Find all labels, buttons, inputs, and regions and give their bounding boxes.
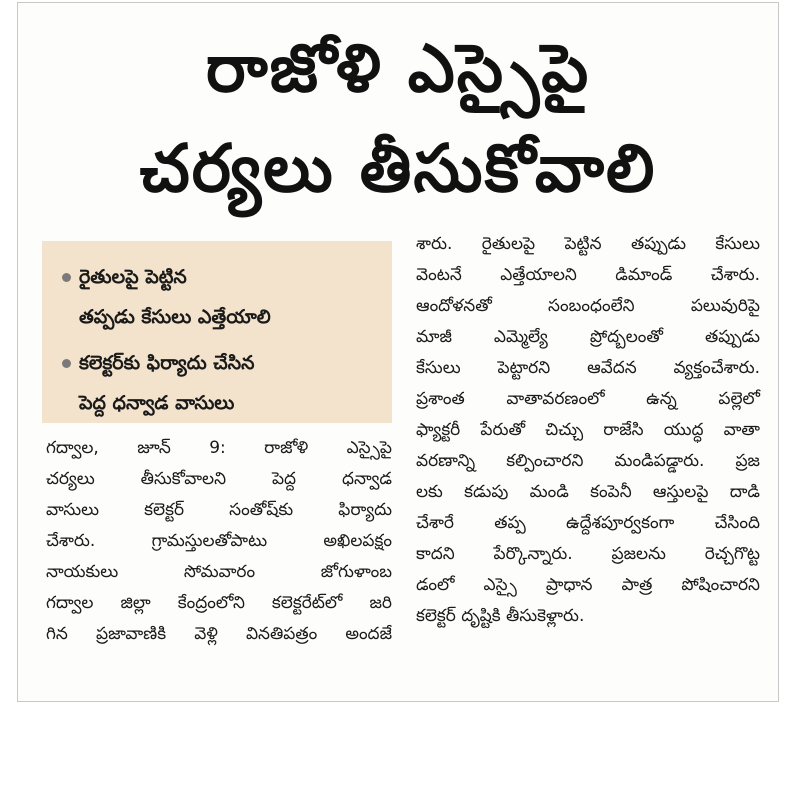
highlights-box	[42, 241, 392, 423]
news-clipping	[17, 2, 779, 702]
article-line: లకు కడుపు మండి కంపెనీ ఆస్తులపై దాడి	[416, 482, 760, 502]
article-line: కలెక్టర్ దృష్టికి తీసుకెళ్లారు.	[416, 606, 585, 626]
article-line: వెంటనే ఎత్తేయాలని డిమాండ్ చేశారు.	[416, 265, 760, 285]
article-line: గద్వాల జిల్లా కేంద్రంలోని కలెక్టరేట్‌లో జరి	[46, 593, 392, 613]
headline-line-1: రాజోళి ఎస్సైపై	[205, 30, 591, 107]
bullet-icon	[62, 273, 71, 282]
highlight-text: కలెక్టర్‌కు ఫిర్యాదు చేసిన	[79, 352, 255, 374]
article-column-right	[416, 229, 760, 632]
article-line: గిన ప్రజావాణికి వెళ్లి వినతిపత్రం అందజే	[46, 624, 392, 644]
highlight-text: రైతులపై పెట్టిన	[79, 266, 187, 288]
highlight-text: తప్పడు కేసులు ఎత్తేయాలి	[79, 306, 271, 328]
article-line: మాజీ ఎమ్మెల్యే ప్రోద్బలంతో తప్పుడు	[416, 327, 760, 347]
headline-line-2: చర్యలు తీసుకోవాలి	[139, 130, 657, 207]
bullet-icon	[62, 359, 71, 368]
article-line: ఫ్యాక్టరీ పేరుతో చిచ్చు రాజేసి యుద్ధ వాతా	[416, 420, 760, 440]
highlight-item	[62, 257, 271, 337]
article-line: కేసులు పెట్టారని ఆవేదన వ్యక్తంచేశారు.	[416, 358, 760, 378]
article-line: శారు. రైతులపై పెట్టిన తప్పుడు కేసులు	[416, 234, 760, 254]
article-line: ప్రశాంత వాతావరణంలో ఉన్న పల్లెలో	[416, 389, 760, 409]
article-line: కాదని పేర్కొన్నారు. ప్రజలను రెచ్చగొట్ట	[416, 544, 760, 564]
highlight-text: పెద్ద ధన్వాడ వాసులు	[79, 392, 235, 414]
article-line: చర్యలు తీసుకోవాలని పెద్ద ధన్వాడ	[46, 469, 392, 489]
highlight-item	[62, 343, 254, 423]
article-line: వరణాన్ని కల్పించారని మండిపడ్డారు. ప్రజ	[416, 451, 760, 471]
article-line: నాయకులు సోమవారం జోగుళాంబ	[46, 562, 392, 582]
article-column-left	[46, 433, 392, 650]
article-line: వాసులు కలెక్టర్ సంతోష్‌కు ఫిర్యాదు	[46, 500, 392, 520]
article-line: ఆందోళనతో సంబంధంలేని పలువురిపై	[416, 296, 760, 316]
article-line: డంలో ఎస్సై ప్రాధాన పాత్ర పోషించారని	[416, 575, 760, 595]
article-line: చేశారు. గ్రామస్తులతోపాటు అఖిలపక్షం	[46, 531, 392, 551]
article-line: గద్వాల, జూన్ 9: రాజోళి ఎస్సైపై	[46, 438, 392, 458]
article-line: చేశారే తప్ప ఉద్దేశపూర్వకంగా చేసింది	[416, 513, 760, 533]
